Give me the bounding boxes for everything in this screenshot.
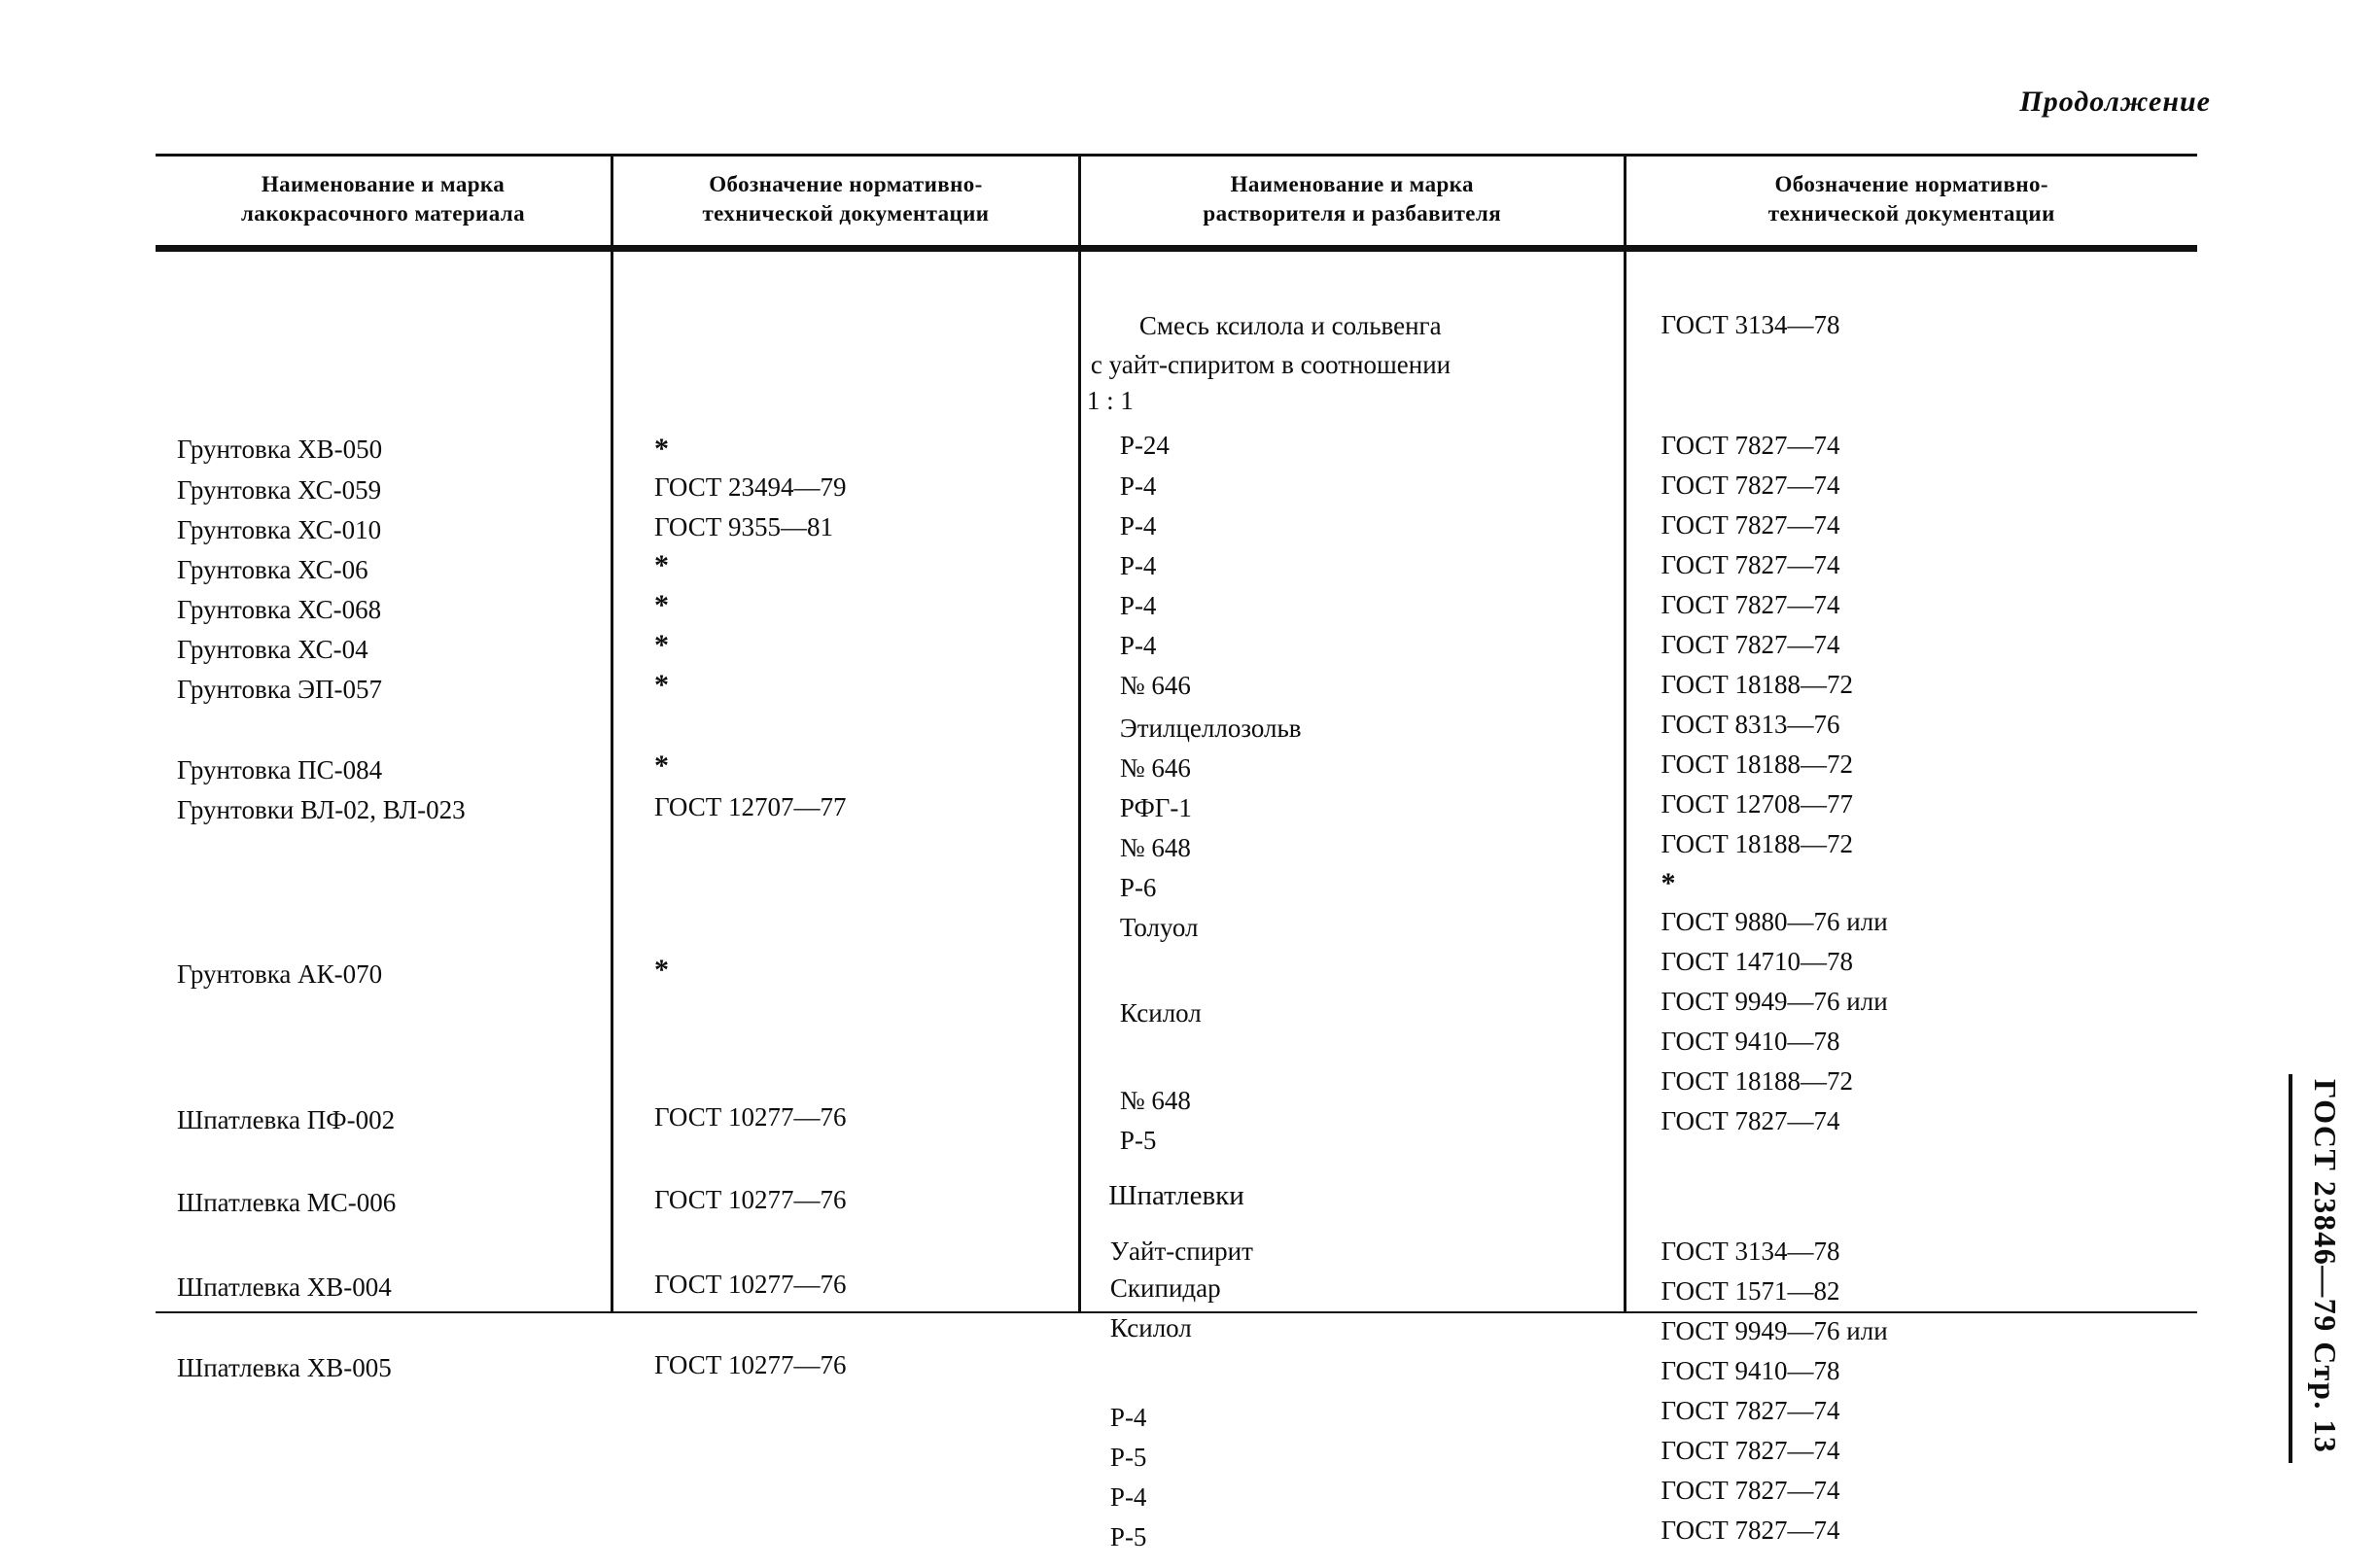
solvent-name-line: Р-5 [1109, 1521, 1147, 1551]
solvent-doc-line: ГОСТ 14710—78 [1661, 946, 1854, 976]
solvent-doc-line: ГОСТ 8313—76 [1661, 709, 1840, 739]
material-name-line: Грунтовка ПС-084 [177, 754, 383, 784]
solvent-doc-line: ГОСТ 3134—78 [1661, 309, 1840, 339]
material-doc-line: * [653, 432, 669, 465]
solvent-doc-line: ГОСТ 7827—74 [1661, 549, 1840, 579]
table-column-solvent-doc [1626, 252, 2197, 1545]
solvent-name-line: Ксилол [1109, 1312, 1192, 1342]
solvent-doc-line: ГОСТ 18188—72 [1661, 749, 1854, 779]
solvent-name-line: Этилцеллозольв [1119, 713, 1302, 743]
material-doc-line: ГОСТ 10277—76 [653, 1269, 847, 1299]
materials-table [156, 154, 2197, 1551]
section-heading-shpatlevki: Шпатлевки [1108, 1179, 1244, 1211]
material-doc-line: ГОСТ 10277—76 [653, 1101, 847, 1132]
side-footer-label: ГОСТ 23846—79 Стр. 13 [2308, 1079, 2343, 1454]
material-doc-line: * [653, 548, 669, 581]
solvent-name-line: 1 : 1 [1086, 385, 1134, 415]
table-header-row [156, 157, 2197, 245]
material-name-line: Шпатлевка ХВ-005 [177, 1352, 392, 1382]
solvent-name-line: Р-4 [1119, 470, 1157, 501]
material-name-line: Грунтовка ХС-04 [177, 634, 368, 664]
solvent-doc-line: ГОСТ 9880—76 или [1661, 906, 1888, 936]
solvent-name-line: Р-4 [1119, 510, 1157, 540]
solvent-doc-line: ГОСТ 7827—74 [1661, 509, 1840, 540]
solvent-doc-line: * [1661, 866, 1676, 899]
solvent-doc-line: ГОСТ 1571—82 [1661, 1275, 1840, 1306]
header-cell-solvent [1081, 157, 1624, 245]
solvent-doc-line: ГОСТ 7827—74 [1661, 1515, 1840, 1545]
solvent-doc-line: ГОСТ 12708—77 [1661, 788, 1854, 819]
solvent-doc-line: ГОСТ 18188—72 [1661, 1065, 1854, 1096]
solvent-name-line: Р-4 [1109, 1402, 1147, 1432]
header-line-3b: растворителя и разбавителя [1203, 201, 1502, 226]
header-cell-solvent-doc [1626, 157, 2197, 245]
header-cell-material [156, 157, 611, 245]
header-line-1a: Наименование и марка [261, 172, 506, 196]
solvent-name-line: Толуол [1119, 912, 1199, 942]
material-doc-line: ГОСТ 10277—76 [653, 1184, 847, 1214]
solvent-doc-line: ГОСТ 7827—74 [1661, 629, 1840, 659]
solvent-name-line: Р-6 [1119, 872, 1157, 902]
material-name-line: Грунтовка ХС-06 [177, 554, 368, 584]
table-column-material [156, 252, 611, 1382]
header-line-4b: технической документации [1767, 201, 2055, 226]
solvent-name-line: № 646 [1119, 752, 1191, 783]
header-line-3a: Наименование и марка [1230, 172, 1474, 196]
material-doc-line: ГОСТ 23494—79 [653, 471, 847, 502]
material-doc-line: * [653, 749, 669, 782]
material-name-line: Грунтовки ВЛ-02, ВЛ-023 [177, 794, 466, 824]
material-doc-line: * [653, 668, 669, 701]
solvent-doc-line: ГОСТ 7827—74 [1661, 430, 1840, 460]
solvent-name-line: Р-5 [1119, 1125, 1157, 1155]
material-name-line: Шпатлевка ПФ-002 [177, 1104, 396, 1134]
material-name-line: Шпатлевка МС-006 [177, 1187, 397, 1217]
solvent-doc-line: ГОСТ 7827—74 [1661, 589, 1840, 619]
header-line-4a: Обозначение нормативно- [1774, 172, 2048, 196]
table-column-material-doc [613, 252, 1078, 1379]
material-name-line: Грунтовка ХВ-050 [177, 434, 383, 464]
solvent-name-line: Р-4 [1119, 630, 1157, 660]
solvent-name-line: РФГ-1 [1119, 792, 1192, 822]
material-doc-line: ГОСТ 10277—76 [653, 1349, 847, 1379]
solvent-name-line: Ксилол [1119, 997, 1202, 1028]
material-name-line: Шпатлевка ХВ-004 [177, 1272, 392, 1302]
solvent-doc-line: ГОСТ 9410—78 [1661, 1355, 1840, 1385]
solvent-doc-line: ГОСТ 9410—78 [1661, 1026, 1840, 1056]
solvent-doc-line: ГОСТ 7827—74 [1661, 1395, 1840, 1425]
solvent-doc-line: ГОСТ 7827—74 [1661, 1475, 1840, 1505]
solvent-name-line: с уайт-спиритом в соотношении [1090, 349, 1451, 379]
continuation-note: Продолжение [2019, 86, 2211, 118]
material-doc-line: ГОСТ 9355—81 [653, 511, 834, 541]
solvent-doc-line: ГОСТ 7827—74 [1661, 470, 1840, 500]
solvent-name-line: Р-4 [1119, 590, 1157, 620]
solvent-name-line: Скипидар [1109, 1272, 1221, 1303]
solvent-name-line: Р-4 [1109, 1481, 1147, 1512]
material-name-line: Грунтовка АК-070 [177, 958, 383, 989]
solvent-doc-line: ГОСТ 9949—76 или [1661, 1315, 1888, 1345]
solvent-name-line: Р-4 [1119, 550, 1157, 580]
table-body [156, 252, 2197, 1551]
material-name-line: Грунтовка ХС-059 [177, 474, 382, 505]
solvent-doc-line: ГОСТ 7827—74 [1661, 1435, 1840, 1465]
solvent-name-line: Уайт-спирит [1109, 1236, 1253, 1266]
solvent-name-line: Р-24 [1119, 430, 1170, 460]
solvent-doc-line: ГОСТ 18188—72 [1661, 669, 1854, 699]
solvent-name-line: Р-5 [1109, 1442, 1147, 1472]
solvent-doc-line: ГОСТ 7827—74 [1661, 1105, 1840, 1135]
solvent-name-line: Смесь ксилола и сольвенга [1138, 310, 1442, 340]
solvent-name-line: № 648 [1119, 832, 1191, 862]
side-footer-rule [2289, 1074, 2292, 1463]
material-name-line: Грунтовка ХС-068 [177, 594, 382, 624]
solvent-doc-line: ГОСТ 3134—78 [1661, 1236, 1840, 1266]
material-name-line: Грунтовка ЭП-057 [177, 674, 382, 704]
header-cell-material-doc [613, 157, 1078, 245]
header-line-2a: Обозначение нормативно- [709, 172, 983, 196]
table-header-rule [156, 245, 2197, 252]
header-line-2b: технической документации [702, 201, 990, 226]
material-name-line: Грунтовка ХС-010 [177, 514, 382, 544]
table-column-solvent [1081, 252, 1624, 1551]
header-line-1b: лакокрасочного материала [240, 201, 526, 226]
solvent-doc-line: ГОСТ 18188—72 [1661, 828, 1854, 858]
material-doc-line: ГОСТ 12707—77 [653, 791, 847, 821]
material-doc-line: * [653, 953, 669, 986]
solvent-name-line: № 646 [1119, 670, 1191, 700]
solvent-name-line: № 648 [1119, 1085, 1191, 1115]
solvent-doc-line: ГОСТ 9949—76 или [1661, 986, 1888, 1016]
material-doc-line: * [653, 628, 669, 661]
material-doc-line: * [653, 588, 669, 621]
